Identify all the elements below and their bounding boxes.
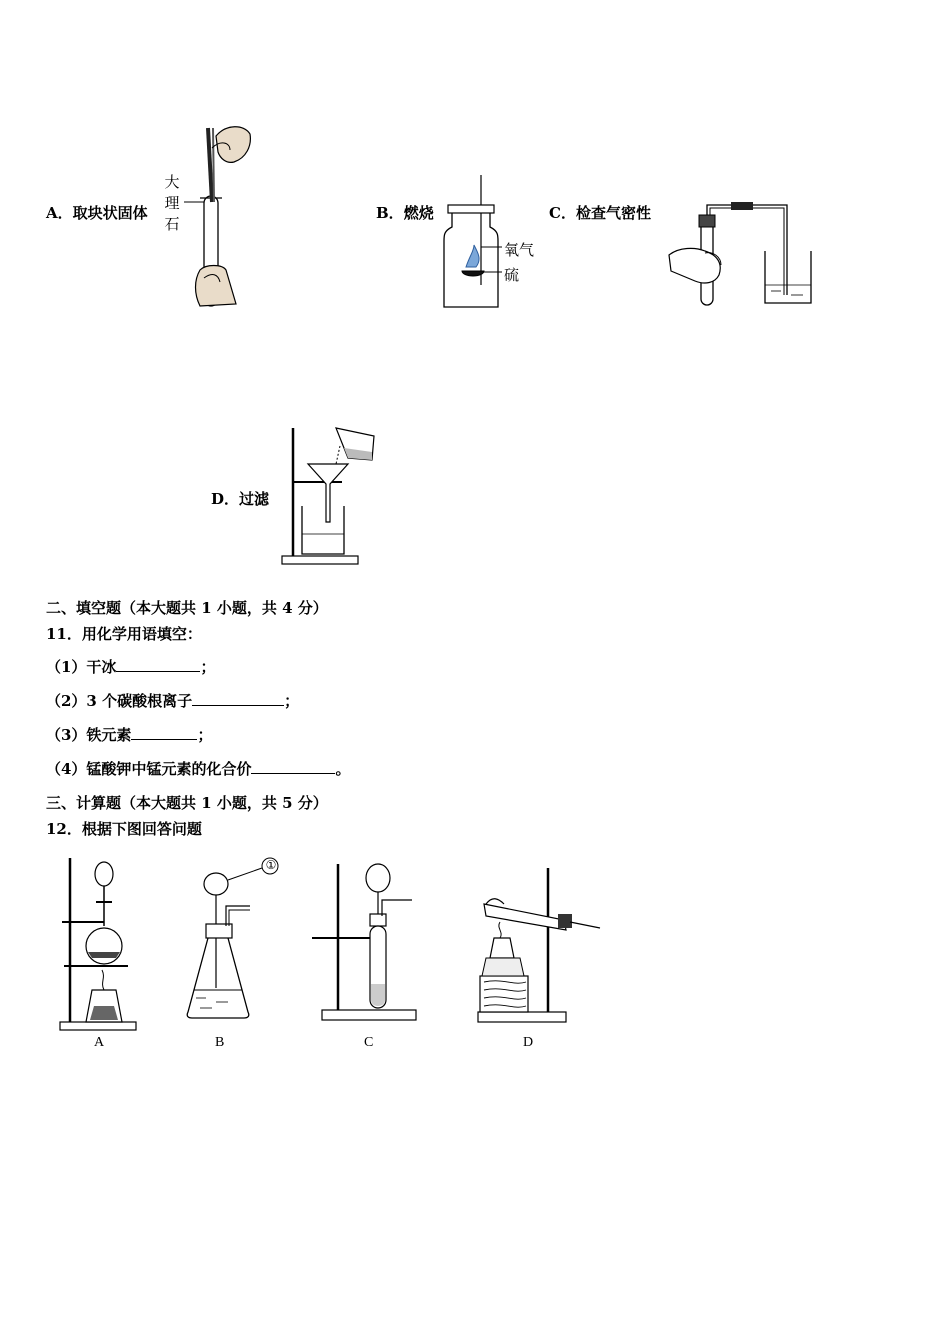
apparatus-c <box>312 860 422 1024</box>
apparatus-label-c: C <box>364 1035 374 1050</box>
q11-item-4 <box>46 758 350 779</box>
q12-stem: 12．根据下图回答问题 <box>46 820 202 838</box>
answer-blank[interactable] <box>116 657 200 672</box>
marble-label-char: 石 <box>164 215 180 233</box>
answer-blank[interactable] <box>131 725 197 740</box>
apparatus-d <box>474 864 606 1026</box>
option-d-text: 过滤 <box>239 490 270 508</box>
sulfur-label: 硫 <box>504 266 520 284</box>
marble-label-char: 大 <box>164 173 180 191</box>
q11-stem: 11．用化学用语填空： <box>46 625 202 643</box>
q11-item-label: （1）干冰 <box>46 658 117 676</box>
figure-c-airtightness-check <box>665 195 815 310</box>
option-a <box>46 202 148 223</box>
marble-label-char: 理 <box>164 194 180 212</box>
section-2-heading: 二、填空题（本大题共 1 小题，共 4 分） <box>46 599 328 617</box>
option-c-text: 检查气密性 <box>575 204 651 222</box>
q11-item-label: （2）3 个碳酸根离子 <box>46 692 193 710</box>
marker-1: ① <box>265 858 277 872</box>
apparatus-label-a: A <box>94 1035 105 1050</box>
apparatus-label-b: B <box>215 1035 225 1050</box>
q11-item-2 <box>46 690 299 711</box>
q11-item-3 <box>46 724 212 745</box>
apparatus-a <box>58 856 138 1032</box>
marble-label <box>163 172 181 235</box>
q11-item-1 <box>46 656 215 677</box>
option-d <box>211 488 269 509</box>
q11-item-label: （4）锰酸钾中锰元素的化合价 <box>46 760 252 778</box>
option-b <box>376 202 434 223</box>
answer-blank[interactable] <box>192 691 284 706</box>
q11-item-end: ； <box>200 658 216 676</box>
q11-item-label: （3）铁元素 <box>46 726 132 744</box>
q11-item-end: ； <box>284 692 300 710</box>
option-b-text: 燃烧 <box>403 204 434 222</box>
option-a-letter: A． <box>46 204 73 222</box>
figure-d-filtration <box>278 418 388 568</box>
option-c <box>549 202 651 223</box>
option-d-letter: D． <box>211 490 240 508</box>
q11-item-end: 。 <box>335 760 351 778</box>
option-c-letter: C． <box>549 204 576 222</box>
apparatus-b <box>186 856 276 1026</box>
section-3-heading: 三、计算题（本大题共 1 小题，共 5 分） <box>46 794 328 812</box>
oxygen-label: 氧气 <box>504 241 535 259</box>
answer-blank[interactable] <box>251 759 335 774</box>
q11-item-end: ； <box>197 726 213 744</box>
apparatus-label-d: D <box>523 1035 534 1050</box>
option-b-letter: B． <box>376 204 404 222</box>
option-a-text: 取块状固体 <box>72 204 148 222</box>
